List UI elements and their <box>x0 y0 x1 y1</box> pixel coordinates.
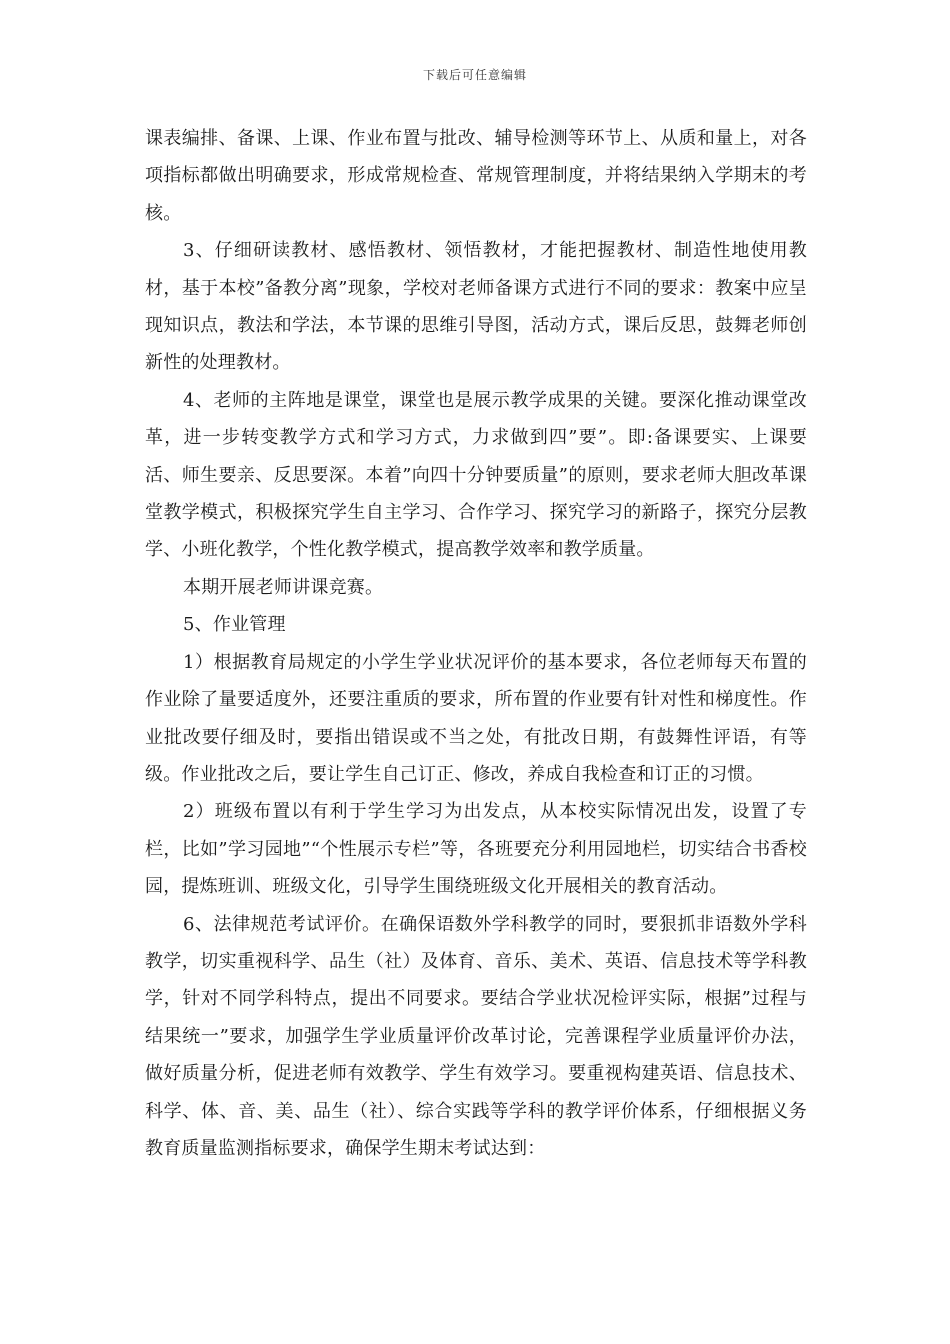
document-body <box>145 120 807 1167</box>
paragraph-1: 课表编排、备课、上课、作业布置与批改、辅导检测等环节上、从质和量上，对各项指标都做出明确要求，形成常规检查、常规管理制度，并将结果纳入学期末的考核。 <box>145 128 807 224</box>
paragraph-3: 4、老师的主阵地是课堂，课堂也是展示教学成果的关键。要深化推动课堂改革，进一步转变教学方式和学习方式，力求做到四”要”。即:备课要实、上课要活、师生要亲、反思要深。本着”向四十分钟要质量”的原则，要求老师大胆改革课堂教学模式，积极探究学生自主学习、合作学习、探究学习的新路子，探究分层教学、小班化教学，个性化教学模式，提高教学效率和教学质量。 <box>145 389 807 561</box>
paragraph-6: 1）根据教育局规定的小学生学业状况评价的基本要求，各位老师每天布置的作业除了量要适度外，还要注重质的要求，所布置的作业要有针对性和梯度性。作业批改要仔细及时，要指出错误或不当之处，有批改日期，有鼓舞性评语，有等级。作业批改之后，要让学生自己订正、修改，养成自我检查和订正的习惯。 <box>145 651 807 785</box>
page-header: 下载后可任意编辑 <box>422 68 527 82</box>
paragraph-2: 3、仔细研读教材、感悟教材、领悟教材，才能把握教材、制造性地使用教材，基于本校”备教分离”现象，学校对老师备课方式进行不同的要求：教案中应呈现知识点，教法和学法，本节课的思维引导图，活动方式，课后反思，鼓舞老师创新性的处理教材。 <box>145 240 807 374</box>
paragraph-7: 2）班级布置以有利于学生学习为出发点，从本校实际情况出发，设置了专栏，比如”学习园地”“个性展示专栏”等，各班要充分利用园地栏，切实结合书香校园，提炼班训、班级文化，引导学生围绕班级文化开展相关的教育活动。 <box>145 801 807 898</box>
paragraph-4: 本期开展老师讲课竞赛。 <box>183 576 384 598</box>
paragraph-8: 6、法律规范考试评价。在确保语数外学科教学的同时，要狠抓非语数外学科教学，切实重视科学、品生（社）及体育、音乐、美术、英语、信息技术等学科教学，针对不同学科特点，提出不同要求。要结合学业状况检评实际，根据”过程与结果统一”要求，加强学生学业质量评价改革讨论，完善课程学业质量评价办法，做好质量分析，促进老师有效教学、学生有效学习。要重视构建英语、信息技术、科学、体、音、美、品生（社）、综合实践等学科的教学评价体系，仔细根据义务教育质量监测指标要求，确保学生期末考试达到： <box>145 913 807 1159</box>
paragraph-5-heading: 5、作业管理 <box>183 614 286 636</box>
